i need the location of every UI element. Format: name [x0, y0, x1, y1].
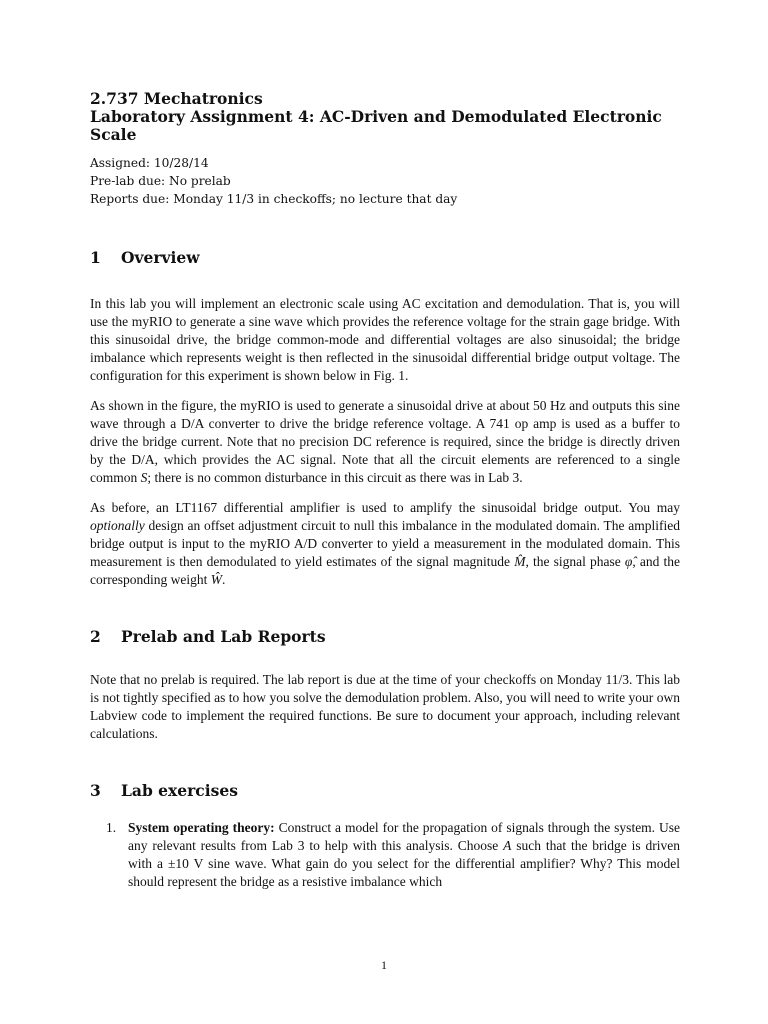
text-run: design an offset adjustment circuit to null this imbalance in the modulated domain. The amplified bridge output is input to the myRIO A/D converter to yield a measurement in the modulated domain. This measurement is then demodulated to yield estimates of the signal magnitude [90, 518, 680, 569]
exercise-list [90, 819, 680, 891]
text-run: Construct a model for the propagation of signals through the system. Use any relevant results from Lab 3 to help with this analysis. Choose [128, 820, 680, 853]
section-number: 2 [90, 627, 101, 646]
section-heading-overview [90, 248, 680, 268]
page-number: 1 [381, 958, 387, 972]
overview-paragraph-3 [90, 499, 680, 589]
text-run: As shown in the figure, the myRIO is used to generate a sinusoidal drive at about 50 Hz and outputs this sine wave through a D/A converter to drive the bridge reference voltage. A 741 op amp is used as a buffer to drive the bridge current. Note that no precision DC reference is required, since the bridge is directly driven by the D/A, which provides the AC signal. Note that all the circuit elements are referenced to a single common [90, 398, 680, 485]
text-run: ; there is no common disturbance in this circuit as there was in Lab 3. [147, 470, 523, 485]
section-title: Prelab and Lab Reports [121, 627, 326, 646]
math-symbol: Ŵ [210, 572, 222, 587]
emphasis: optionally [90, 518, 145, 533]
reports-due: Reports due: Monday 11/3 in checkoffs; no lecture that day [90, 192, 458, 206]
course-title: 2.737 Mechatronics [90, 89, 263, 108]
math-symbol: A [503, 838, 512, 853]
item-lead: System operating theory: [128, 820, 275, 835]
list-item [90, 819, 680, 891]
text-run: . [221, 572, 226, 587]
assignment-title: Laboratory Assignment 4: AC-Driven and Demodulated Electronic Scale [90, 107, 662, 144]
text-run: such that the bridge is driven with a ±10 V sine wave. What gain do you select for the differential amplifier? Why? This model should represent the bridge as a resistive imbalance which [128, 838, 680, 889]
paper-page [90, 90, 680, 891]
section-title: Overview [121, 248, 200, 267]
assignment-meta [90, 154, 680, 208]
list-marker: 1. [106, 820, 117, 835]
prelab-due: Pre-lab due: No prelab [90, 174, 231, 188]
math-symbol: M̂ [514, 554, 526, 569]
section-heading-exercises [90, 781, 680, 801]
section-title: Lab exercises [121, 781, 238, 800]
math-symbol: φ̂ [624, 554, 633, 569]
text-run: As before, an LT1167 differential amplifier is used to amplify the sinusoidal bridge output. You may [90, 500, 680, 515]
text-run: , and the corresponding weight [90, 554, 680, 587]
assigned-date: Assigned: 10/28/14 [90, 156, 209, 170]
prelab-paragraph: Note that no prelab is required. The lab report is due at the time of your checkoffs on Monday 11/3. This lab is not tightly specified as to how you solve the demodulation problem. Also, you will need to write your own Labview code to implement the required functions. Be sure to document your approach, including relevant calculations. [90, 672, 680, 741]
section-number: 3 [90, 781, 101, 800]
list-item-body [124, 819, 680, 891]
section-heading-prelab [90, 627, 680, 647]
section-number: 1 [90, 248, 101, 267]
overview-paragraph-2 [90, 397, 680, 487]
overview-paragraph-1: In this lab you will implement an electronic scale using AC excitation and demodulation. That is, you will use the myRIO to generate a sine wave which provides the reference voltage for the strain gage bridge. With this sinusoidal drive, the bridge common-mode and differential voltages are also sinusoidal; the bridge imbalance which represents weight is then reflected in the sinusoidal differential bridge output voltage. The configuration for this experiment is shown below in Fig. 1. [90, 296, 680, 383]
math-symbol: S [140, 470, 148, 485]
text-run: , the signal phase [525, 554, 625, 569]
